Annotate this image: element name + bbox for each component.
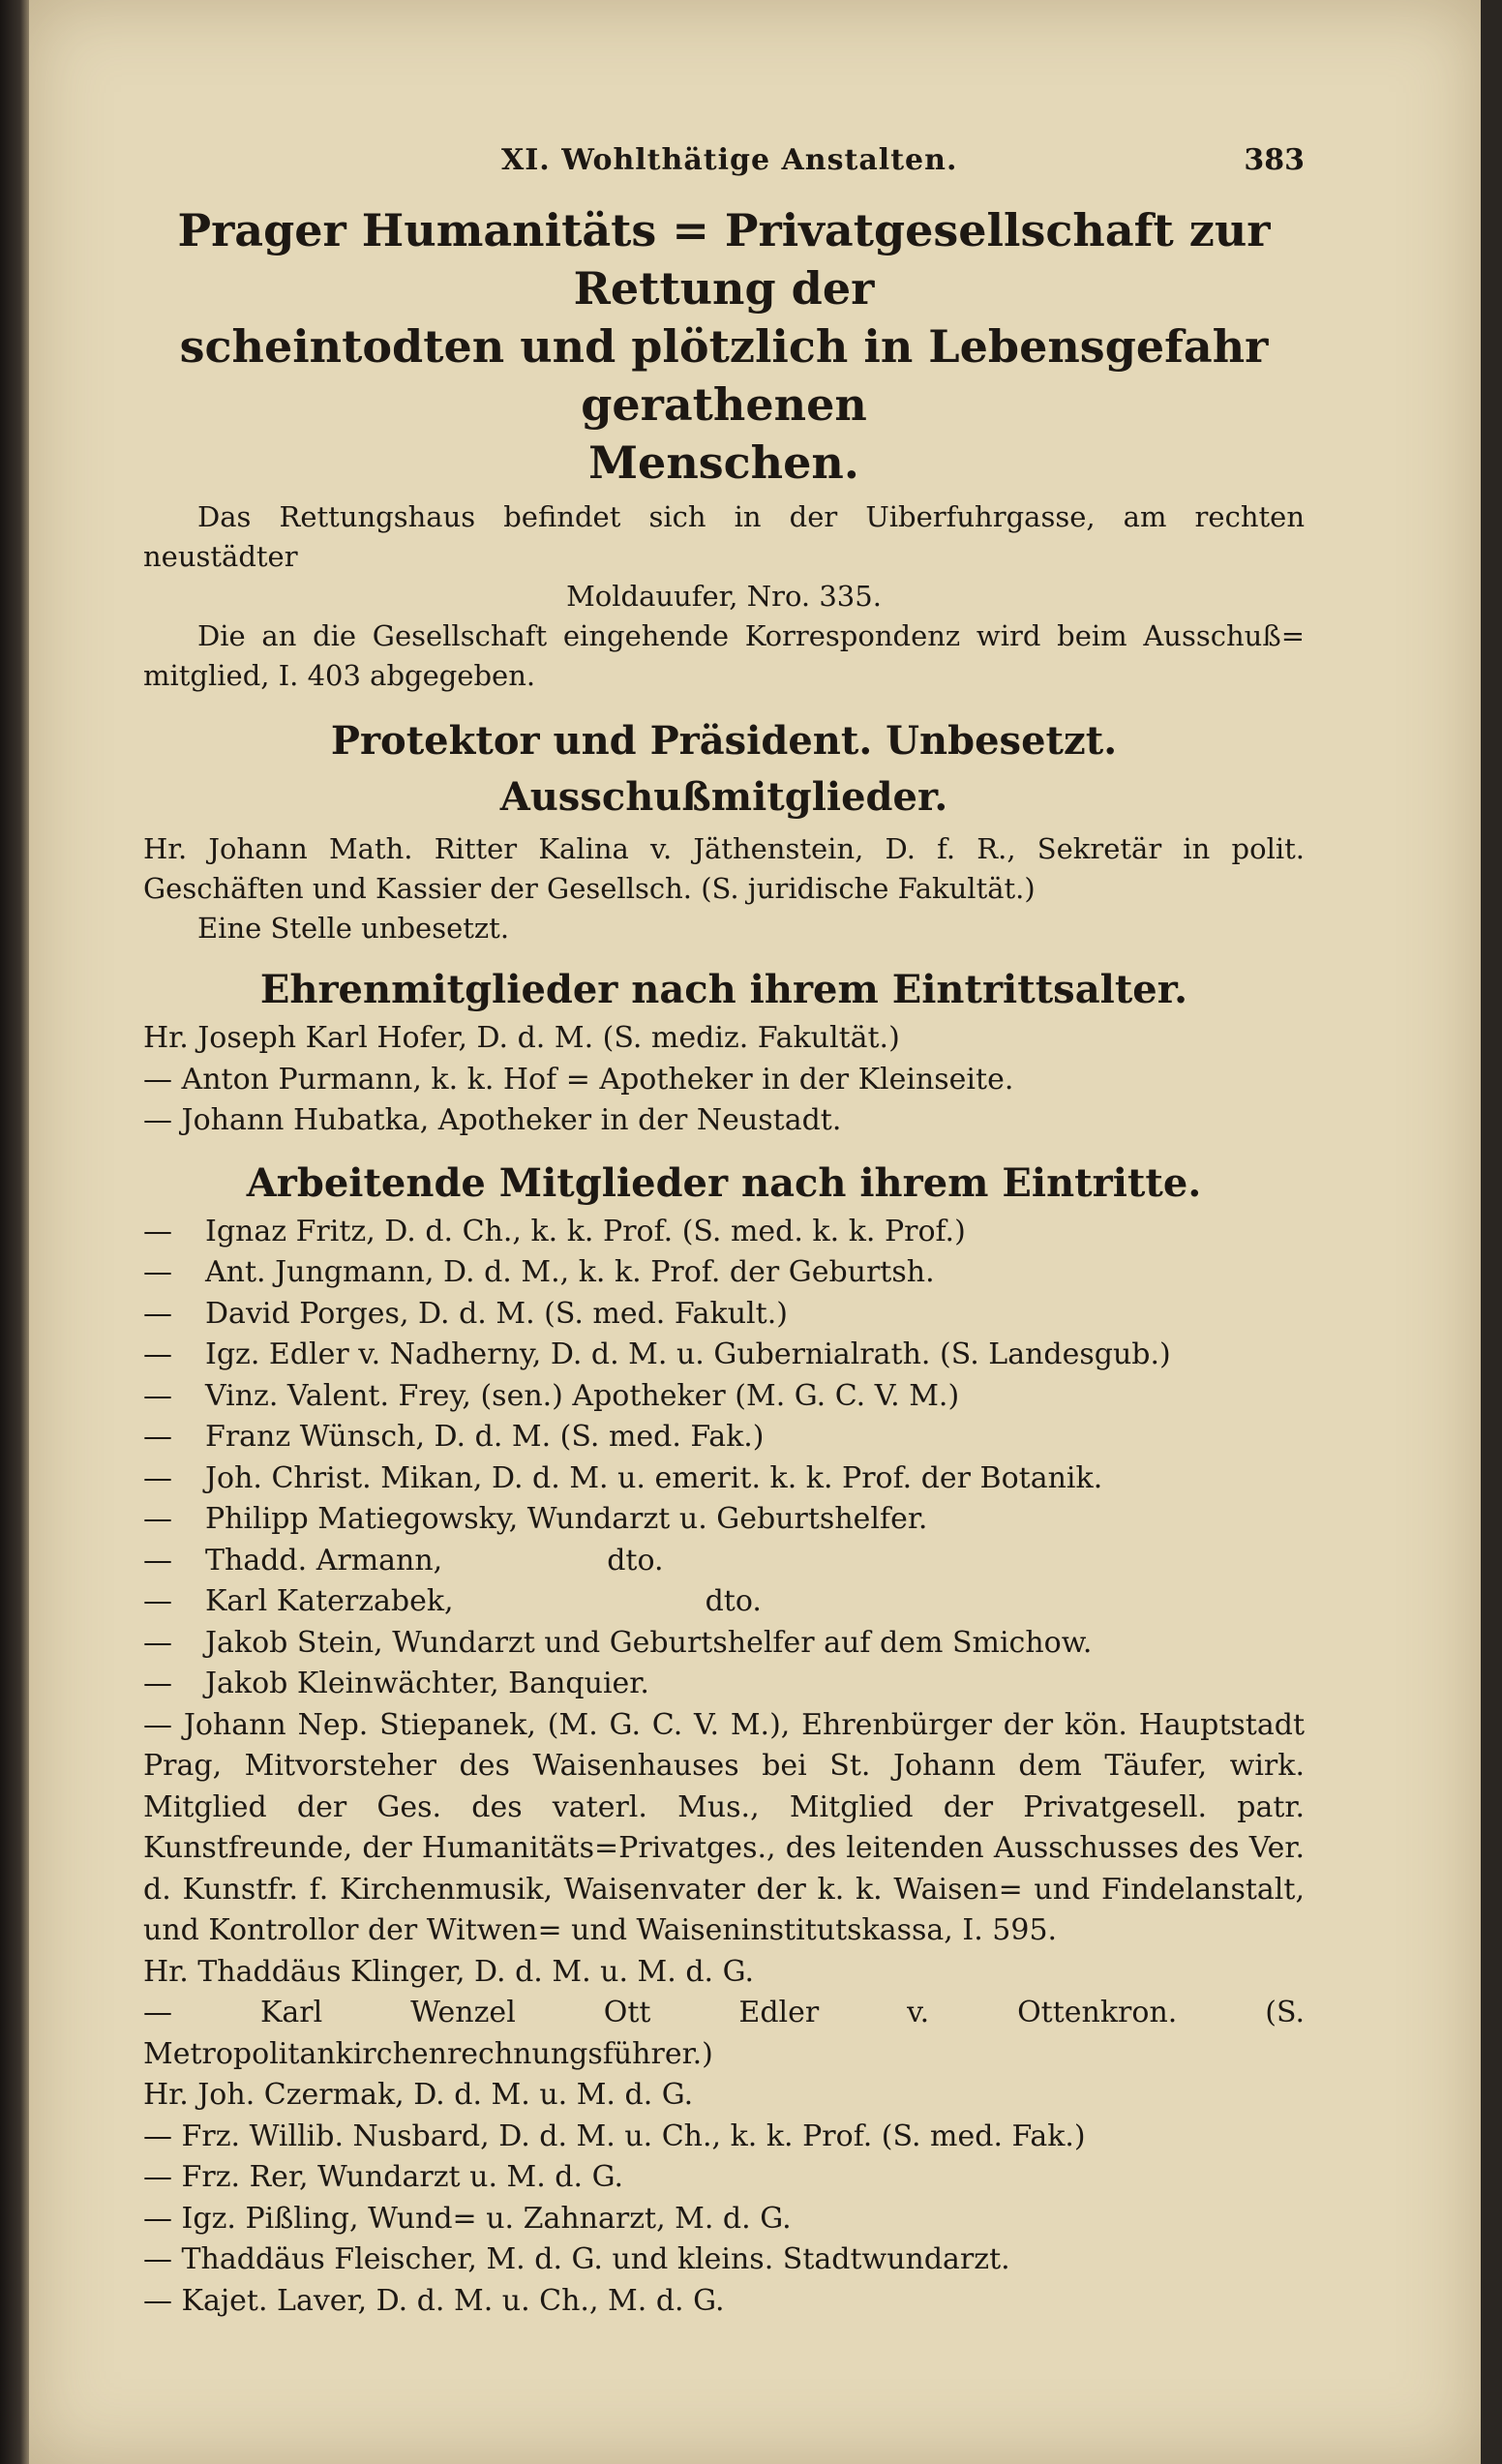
book-gutter: [0, 0, 29, 2464]
intro-address-line-1: Das Rettungshaus befindet sich in der Uiberfuhrgasse, am rechten neustädter: [143, 500, 1305, 573]
member-entry-text: Joh. Christ. Mikan, D. d. M. u. emerit. k. k. Prof. der Botanik.: [205, 1460, 1103, 1495]
ehren-heading: Ehrenmitglieder nach ihrem Eintrittsalter.: [259, 967, 1188, 1012]
member-entry-14: — Karl Wenzel Ott Edler v. Ottenkron. (S. Metropolitankirchenrechnungsführer.): [143, 1996, 1305, 2071]
member-entry-text: Vinz. Valent. Frey, (sen.) Apotheker (M. G. C. V. M.): [205, 1378, 960, 1413]
member-entry-4: — Igz. Edler v. Nadherny, D. d. M. u. Gubernialrath. (S. Landesgub.): [143, 1337, 1171, 1371]
arbeitende-heading: Arbeitende Mitglieder nach ihrem Eintritte.: [246, 1159, 1202, 1206]
member-entry-11: — Jakob Stein, Wundarzt und Geburtshelfer auf dem Smichow.: [143, 1625, 1093, 1660]
member-entry-15: Hr. Joh. Czermak, D. d. M. u. M. d. G.: [143, 2078, 694, 2112]
member-entry-1: — Ignaz Fritz, D. d. Ch., k. k. Prof. (S. med. k. k. Prof.): [143, 1214, 966, 1248]
ehren-entry-1: Hr. Joseph Karl Hofer, D. d. M. (S. mediz. Fakultät.): [143, 1021, 900, 1055]
ehren-entry-2: — Anton Purmann, k. k. Hof = Apotheker in der Kleinseite.: [143, 1062, 1014, 1097]
member-entry-12: — Jakob Kleinwächter, Banquier.: [143, 1667, 649, 1700]
running-head: XI. Wohlthätige Anstalten.: [501, 143, 958, 177]
member-entry-18: — Igz. Pißling, Wund= u. Zahnarzt, M. d. G.: [143, 2201, 792, 2236]
intro-address-line-2: Moldauufer, Nro. 335.: [566, 580, 882, 613]
title-line-1: Prager Humanitäts = Privatgesellschaft zur Rettung der: [177, 204, 1271, 315]
title-line-2: scheintodten und plötzlich in Lebensgefahr gerathenen: [179, 320, 1269, 431]
member-entry-text: Ignaz Fritz, D. d. Ch., k. k. Prof. (S. med. k. k. Prof.): [205, 1214, 966, 1248]
ehren-entry-3: — Johann Hubatka, Apotheker in der Neustadt.: [143, 1103, 842, 1137]
member-entry-20: — Kajet. Laver, D. d. M. u. Ch., M. d. G.: [143, 2283, 725, 2318]
member-entry-16: — Frz. Willib. Nusbard, D. d. M. u. Ch., k. k. Prof. (S. med. Fak.): [143, 2118, 1086, 2153]
member-entry-text: Thadd. Armann,: [205, 1543, 443, 1578]
member-entry-8: — Philipp Matiegowsky, Wundarzt u. Geburtshelfer.: [143, 1502, 928, 1536]
member-entry-3: — David Porges, D. d. M. (S. med. Fakult.): [143, 1296, 788, 1331]
member-entry-9: — Thadd. Armann, dto.: [143, 1541, 1305, 1582]
member-entry-13: Hr. Thaddäus Klinger, D. d. M. u. M. d. G.: [143, 1954, 755, 1989]
member-entry-text: Franz Wünsch, D. d. M. (S. med. Fak.): [205, 1420, 765, 1454]
member-entry-10: — Karl Katerzabek, dto.: [143, 1581, 1305, 1623]
page-title: [143, 201, 1305, 492]
title-line-3: Menschen.: [588, 436, 859, 489]
book-page: [29, 0, 1481, 2464]
member-entry-17: — Frz. Rer, Wundarzt u. M. d. G.: [143, 2160, 624, 2194]
member-entry-2: — Ant. Jungmann, D. d. M., k. k. Prof. der Geburtsh.: [143, 1255, 935, 1289]
page-number: 383: [1244, 143, 1305, 177]
page-text: [143, 143, 1305, 2322]
protektor-heading: Protektor und Präsident. Unbesetzt.: [330, 718, 1118, 764]
member-entry-text: Jakob Kleinwächter, Banquier.: [205, 1667, 649, 1700]
ditto-mark: dto.: [607, 1543, 664, 1578]
member-entry-text: Philipp Matiegowsky, Wundarzt u. Geburtshelfer.: [205, 1502, 928, 1536]
ditto-mark: dto.: [705, 1584, 762, 1618]
member-entry-text: David Porges, D. d. M. (S. med. Fakult.): [205, 1296, 788, 1331]
member-entry-text: Igz. Edler v. Nadherny, D. d. M. u. Gubernialrath. (S. Landesgub.): [205, 1337, 1171, 1371]
intro-correspondence: Die an die Gesellschaft eingehende Korrespondenz wird beim Ausschuß= mitglied, I. 403 abgegeben.: [143, 619, 1305, 692]
ausschuss-entry-2: Eine Stelle unbesetzt.: [197, 912, 510, 945]
member-entry-5: — Vinz. Valent. Frey, (sen.) Apotheker (M. G. C. V. M.): [143, 1378, 960, 1413]
running-header: [143, 143, 1305, 194]
member-entry-text: Jakob Stein, Wundarzt und Geburtshelfer auf dem Smichow.: [205, 1625, 1093, 1660]
member-entry-long: — Johann Nep. Stiepanek, (M. G. C. V. M.), Ehrenbürger der kön. Hauptstadt Prag, Mitvorsteher des Waisenhauses bei St. Johann dem Täufer, wirk. Mitglied der Ges. des vaterl. Mus., Mitglied der Privatgesell. patr. Kunstfreunde, der Humanitäts=Privatges., des leitenden Ausschusses des Ver. d. Kunstfr. f. Kirchenmusik, Waisenvater der k. k. Waisen= und Findelanstalt, und Kontrollor der Witwen= und Waiseninstitutskassa, I. 595.: [143, 1707, 1305, 1947]
member-entry-19: — Thaddäus Fleischer, M. d. G. und kleins. Stadtwundarzt.: [143, 2242, 1010, 2276]
member-entry-7: — Joh. Christ. Mikan, D. d. M. u. emerit. k. k. Prof. der Botanik.: [143, 1460, 1103, 1495]
ausschuss-entry-1: Hr. Johann Math. Ritter Kalina v. Jäthenstein, D. f. R., Sekretär in polit. Geschäften und Kassier der Gesellsch. (S. juridische Fakultät.): [143, 832, 1305, 905]
ausschuss-heading: Ausschußmitglieder.: [499, 774, 948, 820]
member-entry-6: — Franz Wünsch, D. d. M. (S. med. Fak.): [143, 1420, 765, 1454]
member-entry-text: Karl Katerzabek,: [205, 1584, 454, 1618]
member-entry-text: Ant. Jungmann, D. d. M., k. k. Prof. der Geburtsh.: [205, 1255, 935, 1289]
